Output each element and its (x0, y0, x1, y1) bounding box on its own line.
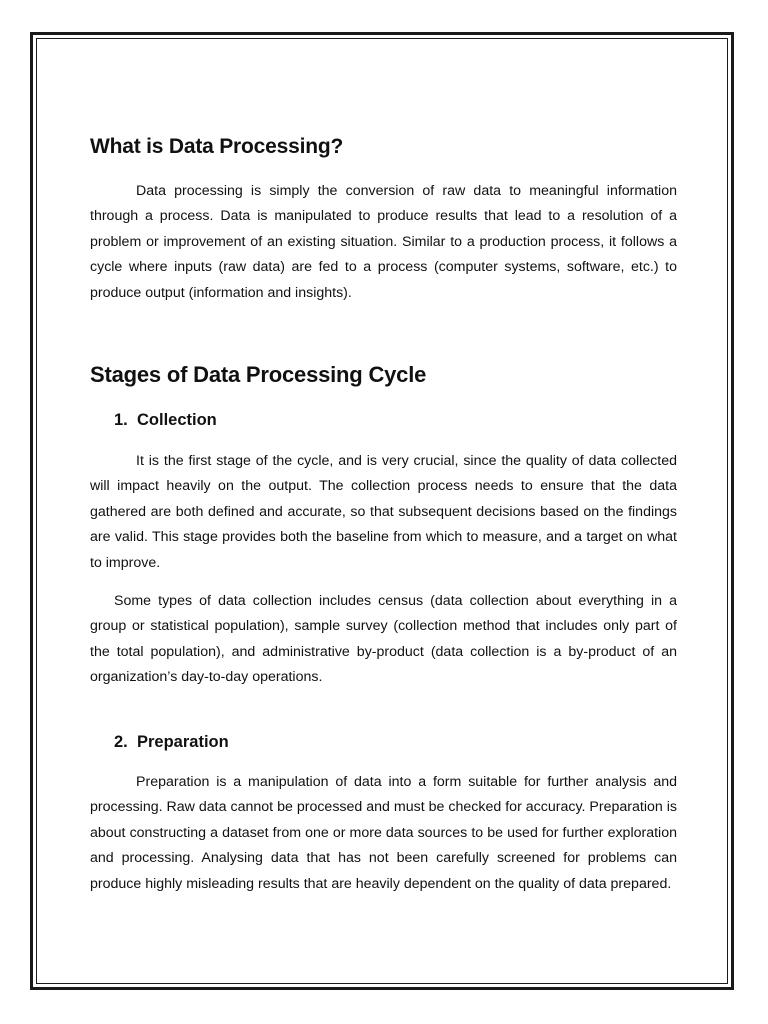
subsection-title: Collection (137, 411, 217, 429)
subsection-heading-preparation (114, 733, 229, 752)
paragraph-data-processing-definition: Data processing is simply the conversion of raw data to meaningful information through a process. Data is manipulated to produce results that lead to a resolution of a problem or improvement of an existing situation. Similar to a production process, it follows a cycle where inputs (raw data) are fed to a process (computer systems, software, etc.) to produce output (information and insights). (90, 183, 677, 301)
paragraph-preparation: Preparation is a manipulation of data into a form suitable for further analysis and processing. Raw data cannot be processed and must be checked for accuracy. Preparation is about constructing a dataset from one or more data sources to be used for further exploration and processing. Analysing data that has not been carefully screened for problems can produce highly misleading results that are heavily dependent on the quality of data prepared. (90, 774, 677, 892)
paragraph-collection-2: Some types of data collection includes census (data collection about everything in a group or statistical population), sample survey (collection method that includes only part of the total population), and administrative by-product (data collection is a by-product of an organization’s day-to-day operations. (90, 593, 677, 686)
subsection-title: Preparation (137, 733, 229, 751)
subsection-number: 2. (114, 733, 128, 751)
subsection-heading-collection (114, 411, 217, 430)
paragraph-collection-1: It is the first stage of the cycle, and is very crucial, since the quality of data collected will impact heavily on the output. The collection process needs to ensure that the data gathered are both defined and accurate, so that subsequent decisions based on the findings are valid. This stage provides both the baseline from which to measure, and a target on what to improve. (90, 453, 677, 571)
section-heading-what-is-data-processing: What is Data Processing? (90, 135, 344, 158)
section-heading-stages: Stages of Data Processing Cycle (90, 362, 427, 387)
subsection-number: 1. (114, 411, 128, 429)
